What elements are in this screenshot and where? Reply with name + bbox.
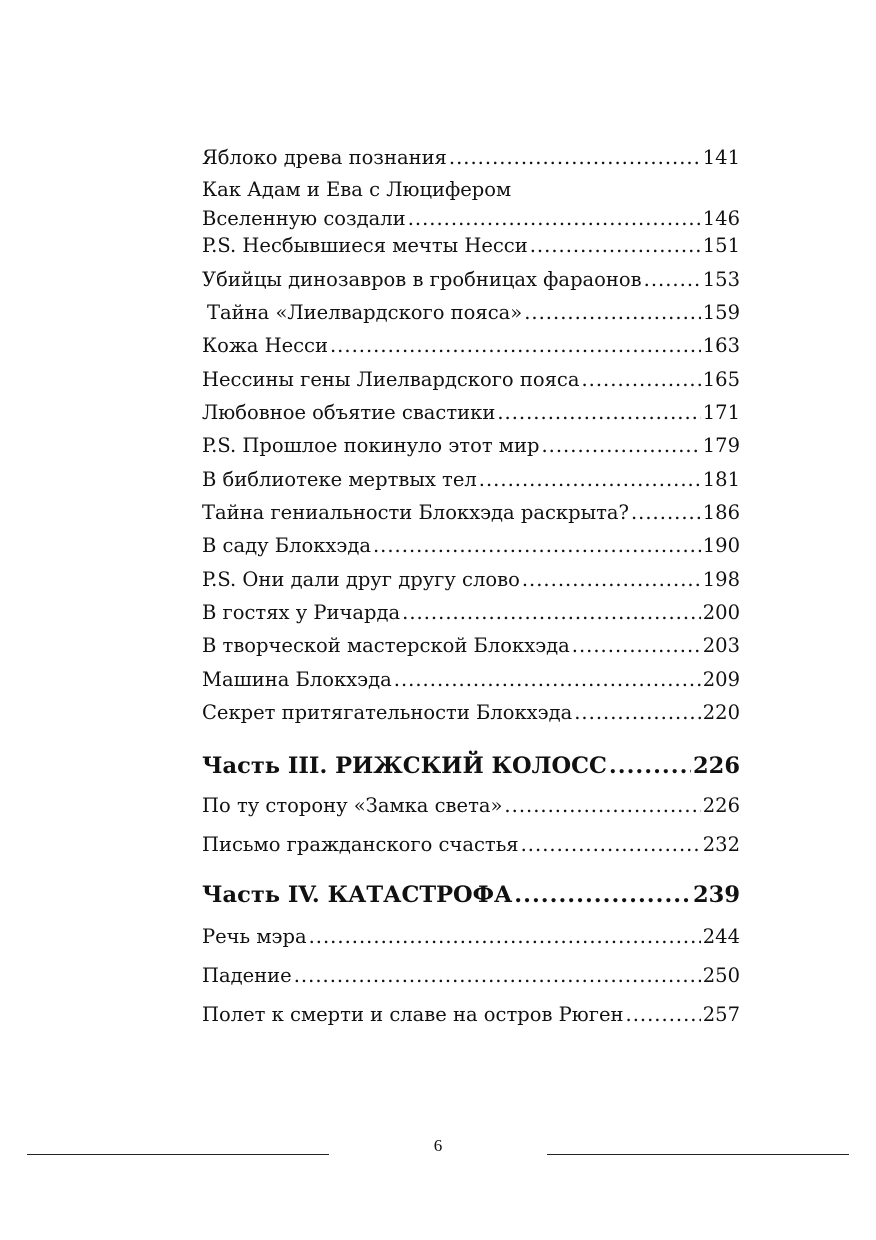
dot-leader (309, 925, 701, 949)
dot-leader (294, 964, 701, 988)
toc-entry-page: 151 (702, 234, 740, 257)
dot-leader (572, 634, 701, 658)
dot-leader (530, 234, 701, 258)
toc-entry (202, 925, 740, 949)
toc-entry-title-line1: Как Адам и Ева с Люцифером (202, 178, 512, 201)
toc-entry (202, 701, 740, 725)
toc-entry-title: P.S. Они дали друг другу слово (202, 568, 520, 591)
toc-entry (202, 401, 740, 425)
toc-entry-page: 146 (702, 207, 740, 230)
dot-leader (609, 754, 691, 778)
toc-entry-page: 226 (702, 794, 740, 817)
toc-entry-title: Любовное объятие свастики (202, 401, 496, 424)
toc-entry (202, 534, 740, 558)
toc-entry (202, 368, 740, 392)
dot-leader (522, 568, 701, 592)
toc-entry-page: 209 (702, 668, 740, 691)
toc-entry (202, 1003, 740, 1027)
dot-leader (408, 207, 701, 231)
toc-entry-page: 190 (702, 534, 740, 557)
dot-leader (497, 401, 700, 425)
toc-entry (202, 334, 740, 358)
toc-entry-page: 244 (702, 925, 740, 948)
toc-entry (202, 146, 740, 170)
toc-entry-title: P.S. Прошлое покинуло этот мир (202, 434, 540, 457)
toc-entry (202, 268, 740, 292)
toc-entry-page: 165 (702, 368, 740, 391)
footer-rule-right (547, 1154, 849, 1155)
toc-entry-title: Письмо гражданского счастья (202, 833, 519, 856)
toc-entry (202, 468, 740, 492)
toc-entry-page: 179 (702, 434, 740, 457)
toc-entry-title: Речь мэра (202, 925, 307, 948)
toc-entry-title: Падение (202, 964, 292, 987)
dot-leader (402, 601, 701, 625)
dot-leader (373, 534, 701, 558)
toc-entry-title: Тайна «Лиелвардского пояса» (207, 301, 523, 324)
toc-entry-page: 198 (702, 568, 740, 591)
toc-entry-title: Машина Блокхэда (202, 668, 392, 691)
toc-entry-page: 171 (702, 401, 740, 424)
dot-leader (479, 468, 701, 492)
toc-entry-page: 250 (702, 964, 740, 987)
toc-entry-page: 257 (702, 1003, 740, 1026)
dot-leader (524, 301, 701, 325)
toc-entry (202, 501, 740, 525)
toc-entry-page: 159 (702, 301, 740, 324)
toc-entry-title: По ту сторону «Замка света» (202, 794, 503, 817)
dot-leader (330, 334, 701, 358)
page-number: 6 (433, 1136, 443, 1155)
dot-leader (644, 268, 701, 292)
toc-part-heading (202, 883, 740, 907)
toc-entry (202, 668, 740, 692)
toc-entry (202, 207, 740, 231)
toc-entry (202, 794, 740, 818)
toc-entry-title: P.S. Несбывшиеся мечты Несси (202, 234, 528, 257)
toc-entry (202, 301, 740, 325)
toc-entry (202, 833, 740, 857)
toc-entry-title: Нессины гены Лиелвардского пояса (202, 368, 580, 391)
toc-entry-title: В творческой мастерской Блокхэда (202, 634, 570, 657)
toc-entry (202, 964, 740, 988)
toc-entry-title: Тайна гениальности Блокхэда раскрыта? (202, 501, 629, 524)
toc-entry (202, 434, 740, 458)
toc-entry-title: В библиотеке мертвых тел (202, 468, 477, 491)
toc-entry-title: В саду Блокхэда (202, 534, 371, 557)
dot-leader (541, 434, 700, 458)
toc-entry-page: 153 (702, 268, 740, 291)
toc-entry-page: 226 (693, 753, 740, 779)
toc-entry-title: Часть IV. КАТАСТРОФА (202, 882, 513, 908)
toc-entry-title: Убийцы динозавров в гробницах фараонов (202, 268, 642, 291)
dot-leader (521, 833, 701, 857)
toc-entry (202, 568, 740, 592)
toc-entry-page: 181 (702, 468, 740, 491)
toc-entry-page: 200 (702, 601, 740, 624)
dot-leader (449, 146, 701, 170)
toc-entry-page: 203 (702, 634, 740, 657)
toc-entry-page: 220 (702, 701, 740, 724)
toc-part-heading (202, 754, 740, 778)
toc-entry-page: 186 (702, 501, 740, 524)
dot-leader (631, 501, 701, 525)
toc-entry-page: 239 (693, 882, 740, 908)
toc-entry-title: Вселенную создали (202, 207, 406, 230)
toc-entry-page: 232 (702, 833, 740, 856)
toc-entry-title: Яблоко древа познания (202, 146, 447, 169)
dot-leader (626, 1003, 701, 1027)
toc-entry-page: 163 (702, 334, 740, 357)
toc-entry-title: Секрет притягательности Блокхэда (202, 701, 573, 724)
dot-leader (581, 368, 700, 392)
toc-entry (202, 634, 740, 658)
toc-entry-title: В гостях у Ричарда (202, 601, 401, 624)
toc-entry-title: Полет к смерти и славе на остров Рюген (202, 1003, 624, 1026)
toc-entry (202, 234, 740, 258)
dot-leader (514, 883, 691, 907)
toc-entry (202, 601, 740, 625)
dot-leader (504, 794, 700, 818)
dot-leader (394, 668, 701, 692)
dot-leader (574, 701, 701, 725)
toc-entry-title: Часть III. РИЖСКИЙ КОЛОСС (202, 753, 607, 779)
toc-entry-page: 141 (702, 146, 740, 169)
toc-entry-title: Кожа Несси (202, 334, 328, 357)
